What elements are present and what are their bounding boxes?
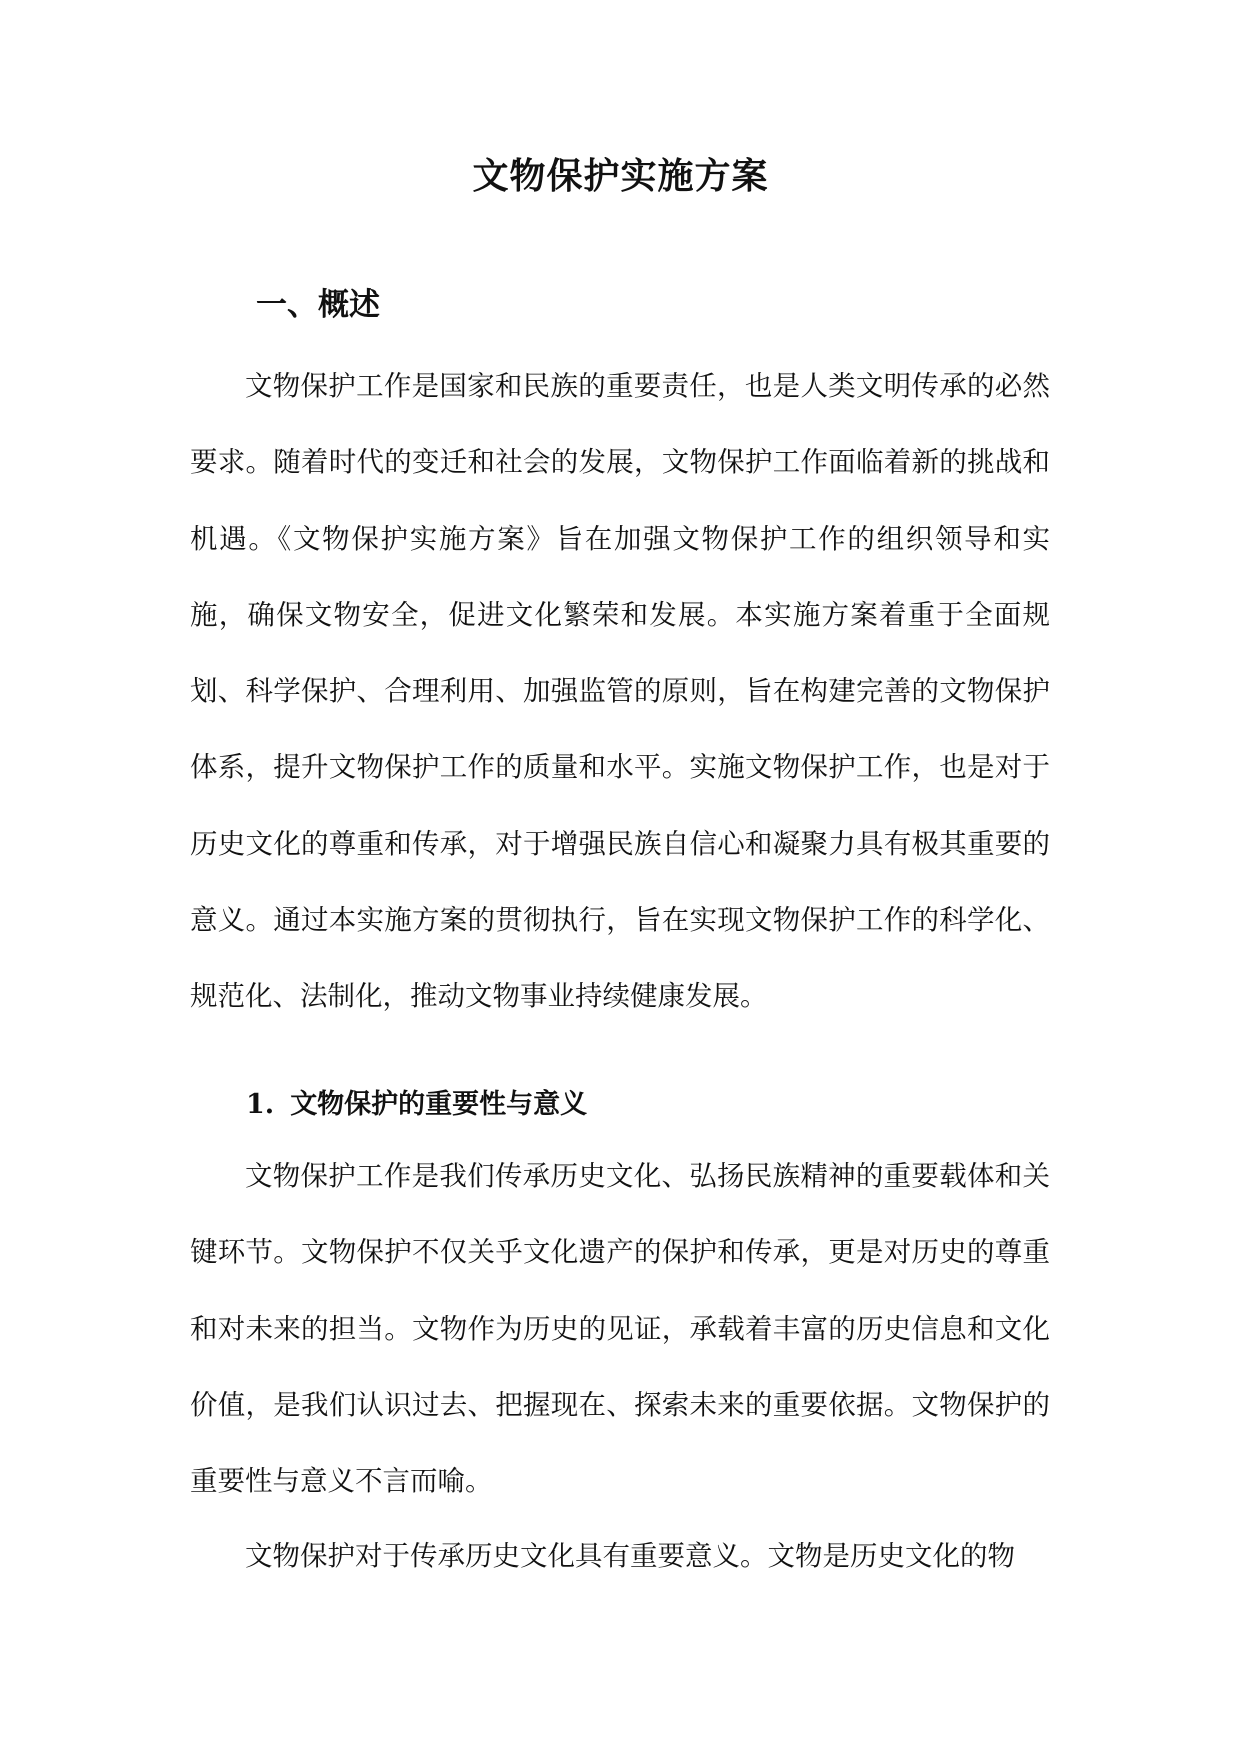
subsection-title: 文物保护的重要性与意义 — [290, 1089, 588, 1120]
overview-paragraph: 文物保护工作是国家和民族的重要责任，也是人类文明传承的必然要求。随着时代的变迁和社会的发展，文物保护工作面临着新的挑战和机遇。《文物保护实施方案》旨在加强文物保护工作的组织领导和实施，确保文物安全，促进文化繁荣和发展。本实施方案着重于全面规划、科学保护、合理利用、加强监管的原则，旨在构建完善的文物保护体系，提升文物保护工作的质量和水平。实施文物保护工作，也是对于历史文化的尊重和传承，对于增强民族自信心和凝聚力具有极其重要的意义。通过本实施方案的贯彻执行，旨在实现文物保护工作的科学化、规范化、法制化，推动文物事业持续健康发展。 — [190, 370, 1050, 1013]
subsection-heading-importance — [246, 1085, 587, 1125]
subsection-number: 1. — [246, 1089, 275, 1120]
section-heading-overview: 一、概述 — [256, 287, 380, 323]
importance-paragraph-1: 文物保护工作是我们传承历史文化、弘扬民族精神的重要载体和关键环节。文物保护不仅关乎文化遗产的保护和传承，更是对历史的尊重和对未来的担当。文物作为历史的见证，承载着丰富的历史信息和文化价值，是我们认识过去、把握现在、探索未来的重要依据。文物保护的重要性与意义不言而喻。 — [190, 1160, 1050, 1498]
document-title: 文物保护实施方案 — [472, 155, 769, 197]
importance-paragraph-2: 文物保护对于传承历史文化具有重要意义。文物是历史文化的物 — [245, 1540, 1015, 1572]
